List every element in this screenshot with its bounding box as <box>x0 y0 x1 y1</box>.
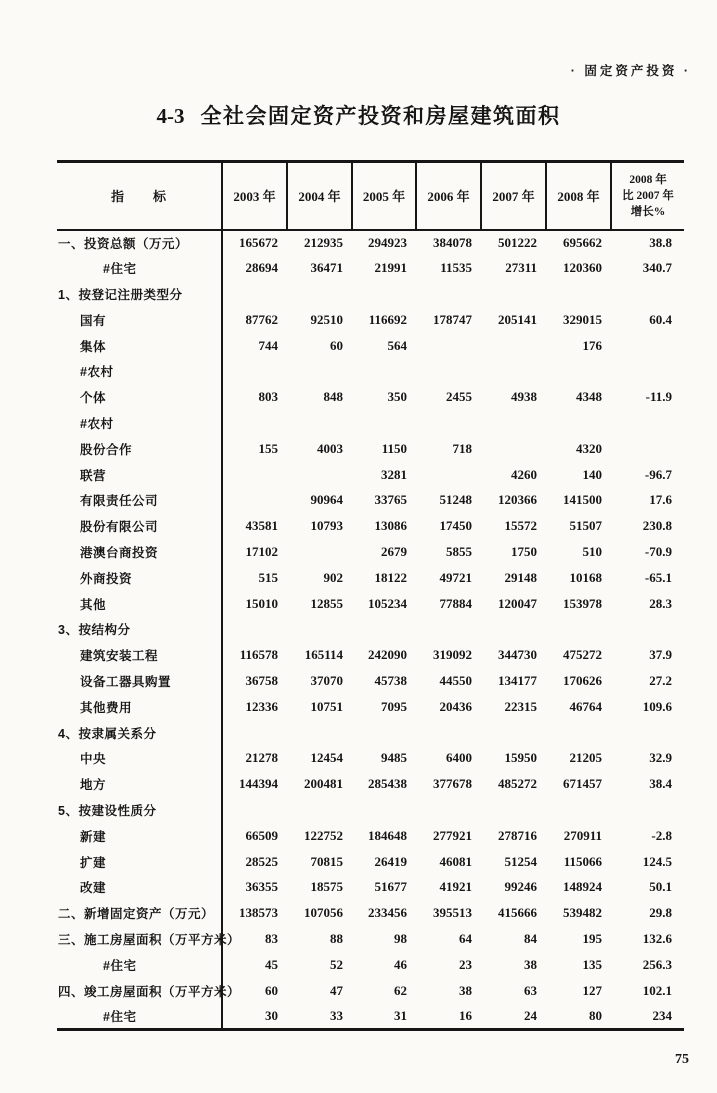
cell-year-value: 319092 <box>433 647 472 663</box>
cell-year-value: 384078 <box>433 234 472 250</box>
cell-year-value: 115066 <box>563 853 602 869</box>
cell-year-value: 138573 <box>239 905 278 921</box>
cell-year-value: 4003 <box>317 440 343 456</box>
row-label: 三、施工房屋面积（万平方米） <box>57 926 222 952</box>
table-row <box>57 745 684 771</box>
cell-year-value: 515 <box>258 569 278 585</box>
cell-year-value: 127 <box>582 982 602 998</box>
cell-growth-value <box>611 410 684 436</box>
cell-year-value: 24 <box>524 1007 537 1023</box>
row-label: #住宅 <box>57 952 222 978</box>
row-label: 股份有限公司 <box>57 513 222 539</box>
cell-year-value: 270911 <box>563 827 602 843</box>
cell-year-value: 695662 <box>563 234 602 250</box>
cell-year-value: 140 <box>582 466 602 482</box>
cell-year-value: 28525 <box>245 853 278 869</box>
cell-year-value <box>352 797 416 823</box>
cell-year-value <box>287 616 352 642</box>
cell-year-value: 29148 <box>504 569 537 585</box>
cell-year-value: 294923 <box>368 234 407 250</box>
cell-year-value: 344730 <box>498 647 537 663</box>
page-number: 75 <box>675 1052 689 1067</box>
cell-growth-value <box>611 720 684 746</box>
cell-year-value: 205141 <box>498 311 537 327</box>
cell-year-value: 285438 <box>368 776 407 792</box>
cell-year-value <box>352 281 416 307</box>
cell-growth-value: 38.4 <box>649 776 672 792</box>
cell-year-value: 37070 <box>310 672 343 688</box>
row-label: 个体 <box>57 384 222 410</box>
cell-year-value: 1150 <box>381 440 407 456</box>
growth-column-header <box>611 162 684 230</box>
table-row <box>57 462 684 488</box>
cell-growth-value <box>611 333 684 359</box>
cell-year-value: 178747 <box>433 311 472 327</box>
cell-year-value: 44550 <box>439 672 472 688</box>
table-row <box>57 591 684 617</box>
cell-year-value: 45738 <box>374 672 407 688</box>
cell-year-value <box>546 797 611 823</box>
row-label: 扩建 <box>57 849 222 875</box>
cell-growth-value: 32.9 <box>649 750 672 766</box>
table-row <box>57 668 684 694</box>
cell-year-value <box>222 462 287 488</box>
row-label: #农村 <box>57 358 222 384</box>
cell-growth-value: 28.3 <box>649 595 672 611</box>
cell-growth-value: 132.6 <box>642 930 672 946</box>
cell-year-value: 18575 <box>310 879 343 895</box>
table-row <box>57 694 684 720</box>
cell-year-value: 21205 <box>569 750 602 766</box>
year-column-header-2007: 2007 年 <box>481 162 546 230</box>
row-label: 地方 <box>57 771 222 797</box>
year-column-header-2003: 2003 年 <box>222 162 287 230</box>
cell-year-value: 87762 <box>245 311 278 327</box>
cell-year-value: 116578 <box>239 647 278 663</box>
cell-year-value: 92510 <box>310 311 343 327</box>
cell-growth-value: -70.9 <box>644 543 672 559</box>
cell-year-value: 6400 <box>446 750 472 766</box>
cell-growth-value <box>611 281 684 307</box>
cell-year-value: 10168 <box>569 569 602 585</box>
cell-year-value <box>481 436 546 462</box>
cell-year-value <box>287 358 352 384</box>
cell-year-value: 15950 <box>504 750 537 766</box>
cell-year-value: 28694 <box>245 260 278 276</box>
cell-year-value: 31 <box>394 1007 407 1023</box>
cell-growth-value: 102.1 <box>642 982 672 998</box>
cell-year-value: 60 <box>330 337 343 353</box>
cell-growth-value: -65.1 <box>644 569 672 585</box>
cell-year-value: 51248 <box>439 492 472 508</box>
cell-year-value: 377678 <box>433 776 472 792</box>
cell-year-value: 277921 <box>433 827 472 843</box>
cell-year-value: 64 <box>459 930 472 946</box>
row-label: 集体 <box>57 333 222 359</box>
cell-growth-value <box>611 797 684 823</box>
cell-year-value: 4320 <box>576 440 602 456</box>
cell-year-value <box>481 358 546 384</box>
row-label: 建筑安装工程 <box>57 642 222 668</box>
cell-year-value <box>416 333 481 359</box>
row-label: 有限责任公司 <box>57 487 222 513</box>
cell-year-value <box>352 720 416 746</box>
cell-year-value: 120360 <box>563 260 602 276</box>
cell-year-value: 170626 <box>563 672 602 688</box>
table-number: 4-3 <box>156 104 185 128</box>
row-label: 其他 <box>57 591 222 617</box>
cell-year-value <box>287 462 352 488</box>
cell-year-value <box>416 462 481 488</box>
cell-year-value: 12336 <box>245 698 278 714</box>
cell-year-value: 176 <box>582 337 602 353</box>
cell-year-value: 848 <box>323 389 343 405</box>
page-title <box>0 100 717 130</box>
table-row <box>57 874 684 900</box>
cell-year-value: 41921 <box>439 879 472 895</box>
table-row <box>57 333 684 359</box>
table-header-row <box>57 162 684 230</box>
title-text: 全社会固定资产投资和房屋建筑面积 <box>200 105 561 128</box>
cell-year-value: 84 <box>524 930 537 946</box>
cell-year-value <box>546 358 611 384</box>
cell-year-value: 4938 <box>511 389 537 405</box>
cell-year-value <box>481 720 546 746</box>
year-column-header-2005: 2005 年 <box>352 162 416 230</box>
cell-year-value: 350 <box>387 389 407 405</box>
table-row <box>57 565 684 591</box>
row-label: #住宅 <box>57 255 222 281</box>
cell-year-value: 10793 <box>310 518 343 534</box>
cell-year-value: 77884 <box>439 595 472 611</box>
cell-growth-value: 230.8 <box>642 518 672 534</box>
cell-year-value <box>481 333 546 359</box>
cell-growth-value: -2.8 <box>651 827 672 843</box>
cell-year-value: 26419 <box>374 853 407 869</box>
cell-year-value: 38 <box>459 982 472 998</box>
cell-year-value <box>481 616 546 642</box>
cell-year-value: 4348 <box>576 389 602 405</box>
row-label: 改建 <box>57 874 222 900</box>
cell-year-value: 718 <box>452 440 472 456</box>
year-column-header-2004: 2004 年 <box>287 162 352 230</box>
row-label: 二、新增固定资产（万元） <box>57 900 222 926</box>
cell-year-value: 20436 <box>439 698 472 714</box>
cell-year-value <box>352 616 416 642</box>
cell-year-value: 63 <box>524 982 537 998</box>
cell-year-value: 153978 <box>563 595 602 611</box>
cell-growth-value: 17.6 <box>649 492 672 508</box>
cell-year-value: 233456 <box>368 905 407 921</box>
cell-year-value: 51254 <box>504 853 537 869</box>
cell-year-value: 539482 <box>563 905 602 921</box>
cell-year-value: 7095 <box>381 698 407 714</box>
cell-year-value: 90964 <box>310 492 343 508</box>
cell-year-value: 16 <box>459 1007 472 1023</box>
cell-growth-value: -96.7 <box>644 466 672 482</box>
table-row <box>57 487 684 513</box>
cell-year-value: 165114 <box>304 647 343 663</box>
cell-year-value: 51677 <box>374 879 407 895</box>
cell-growth-value: 256.3 <box>642 956 672 972</box>
row-label: 四、竣工房屋面积（万平方米） <box>57 978 222 1004</box>
cell-year-value: 144394 <box>239 776 278 792</box>
year-column-header-2006: 2006 年 <box>416 162 481 230</box>
cell-growth-value: 60.4 <box>649 311 672 327</box>
cell-growth-value: 38.8 <box>649 234 672 250</box>
cell-year-value <box>222 410 287 436</box>
cell-year-value <box>222 281 287 307</box>
cell-year-value <box>416 616 481 642</box>
cell-year-value: 902 <box>323 569 343 585</box>
cell-year-value: 2455 <box>446 389 472 405</box>
row-label: 4、按隶属关系分 <box>57 720 222 746</box>
table-row <box>57 926 684 952</box>
table-row <box>57 358 684 384</box>
table-body <box>57 230 684 1030</box>
cell-year-value: 155 <box>258 440 278 456</box>
table-row <box>57 539 684 565</box>
table-row <box>57 642 684 668</box>
cell-growth-value: 50.1 <box>649 879 672 895</box>
table-row <box>57 281 684 307</box>
cell-year-value: 99246 <box>504 879 537 895</box>
cell-year-value: 80 <box>589 1007 602 1023</box>
chapter-header: · 固定资产投资 · <box>570 64 691 78</box>
cell-year-value: 43581 <box>245 518 278 534</box>
cell-growth-value: 29.8 <box>649 905 672 921</box>
cell-year-value: 17102 <box>245 543 278 559</box>
table-row <box>57 436 684 462</box>
cell-year-value: 122752 <box>304 827 343 843</box>
cell-growth-value: 109.6 <box>642 698 672 714</box>
table-row <box>57 900 684 926</box>
cell-growth-value: 27.2 <box>649 672 672 688</box>
table-row <box>57 384 684 410</box>
row-label: 5、按建设性质分 <box>57 797 222 823</box>
cell-year-value: 33765 <box>374 492 407 508</box>
cell-year-value: 10751 <box>310 698 343 714</box>
cell-year-value: 49721 <box>439 569 472 585</box>
cell-year-value: 46 <box>394 956 407 972</box>
cell-year-value: 329015 <box>563 311 602 327</box>
row-label: 新建 <box>57 823 222 849</box>
table-row <box>57 771 684 797</box>
cell-year-value: 46764 <box>569 698 602 714</box>
cell-year-value: 88 <box>330 930 343 946</box>
cell-year-value: 1750 <box>511 543 537 559</box>
cell-growth-value <box>611 358 684 384</box>
cell-year-value: 17450 <box>439 518 472 534</box>
cell-year-value <box>481 281 546 307</box>
cell-year-value: 36471 <box>310 260 343 276</box>
growth-header-line-3: 增长% <box>630 205 666 218</box>
cell-year-value: 46081 <box>439 853 472 869</box>
row-label: 设备工器具购置 <box>57 668 222 694</box>
cell-year-value <box>287 410 352 436</box>
growth-header-line-2: 比 2007 年 <box>622 189 674 202</box>
cell-year-value: 5855 <box>446 543 472 559</box>
cell-year-value: 51507 <box>569 518 602 534</box>
cell-year-value <box>546 281 611 307</box>
cell-year-value <box>222 358 287 384</box>
cell-year-value <box>287 539 352 565</box>
cell-year-value: 23 <box>459 956 472 972</box>
cell-year-value: 66509 <box>245 827 278 843</box>
growth-header-line-1: 2008 年 <box>629 173 667 186</box>
cell-year-value: 395513 <box>433 905 472 921</box>
row-label: 外商投资 <box>57 565 222 591</box>
cell-year-value: 38 <box>524 956 537 972</box>
cell-year-value <box>287 797 352 823</box>
cell-year-value: 242090 <box>368 647 407 663</box>
cell-growth-value: 124.5 <box>642 853 672 869</box>
cell-year-value: 134177 <box>498 672 537 688</box>
cell-year-value: 27311 <box>505 260 537 276</box>
cell-year-value: 212935 <box>304 234 343 250</box>
row-label: #农村 <box>57 410 222 436</box>
cell-year-value: 15010 <box>245 595 278 611</box>
table-row <box>57 1003 684 1029</box>
table-row <box>57 720 684 746</box>
cell-growth-value: 340.7 <box>642 260 672 276</box>
table-row <box>57 230 684 256</box>
cell-year-value: 671457 <box>563 776 602 792</box>
cell-year-value: 36355 <box>245 879 278 895</box>
year-column-header-2008: 2008 年 <box>546 162 611 230</box>
cell-year-value <box>546 410 611 436</box>
statistics-table <box>57 160 684 1031</box>
cell-year-value: 195 <box>582 930 602 946</box>
table-row <box>57 823 684 849</box>
cell-year-value: 415666 <box>498 905 537 921</box>
cell-year-value <box>546 616 611 642</box>
cell-year-value: 2679 <box>381 543 407 559</box>
cell-year-value: 22315 <box>504 698 537 714</box>
cell-year-value: 33 <box>330 1007 343 1023</box>
cell-growth-value <box>611 436 684 462</box>
cell-growth-value: -11.9 <box>645 389 672 405</box>
row-label: 其他费用 <box>57 694 222 720</box>
cell-year-value: 135 <box>582 956 602 972</box>
table-row <box>57 616 684 642</box>
row-label: 港澳台商投资 <box>57 539 222 565</box>
cell-year-value <box>352 358 416 384</box>
cell-year-value <box>481 410 546 436</box>
cell-year-value <box>481 797 546 823</box>
cell-year-value: 12454 <box>310 750 343 766</box>
cell-year-value: 4260 <box>511 466 537 482</box>
cell-year-value: 120047 <box>498 595 537 611</box>
row-label: 1、按登记注册类型分 <box>57 281 222 307</box>
row-label: 一、投资总额（万元） <box>57 230 222 256</box>
cell-year-value: 21278 <box>245 750 278 766</box>
cell-year-value: 803 <box>258 389 278 405</box>
cell-year-value: 60 <box>265 982 278 998</box>
cell-year-value: 148924 <box>563 879 602 895</box>
row-label: 3、按结构分 <box>57 616 222 642</box>
cell-year-value: 165672 <box>239 234 278 250</box>
cell-year-value: 30 <box>265 1007 278 1023</box>
cell-year-value: 105234 <box>368 595 407 611</box>
cell-year-value <box>416 720 481 746</box>
table-row <box>57 307 684 333</box>
cell-year-value: 501222 <box>498 234 537 250</box>
cell-year-value: 485272 <box>498 776 537 792</box>
row-label: #住宅 <box>57 1003 222 1029</box>
cell-year-value <box>352 410 416 436</box>
cell-year-value: 21991 <box>374 260 407 276</box>
table-row <box>57 849 684 875</box>
cell-year-value: 18122 <box>374 569 407 585</box>
cell-year-value: 12855 <box>310 595 343 611</box>
cell-year-value <box>416 358 481 384</box>
cell-year-value: 83 <box>265 930 278 946</box>
cell-year-value <box>222 487 287 513</box>
cell-year-value: 13086 <box>374 518 407 534</box>
cell-year-value: 278716 <box>498 827 537 843</box>
cell-year-value <box>222 720 287 746</box>
row-label: 联营 <box>57 462 222 488</box>
table-row <box>57 513 684 539</box>
cell-growth-value: 234 <box>652 1007 672 1023</box>
cell-year-value: 475272 <box>563 647 602 663</box>
cell-year-value <box>222 616 287 642</box>
cell-year-value: 107056 <box>304 905 343 921</box>
cell-year-value <box>416 410 481 436</box>
cell-year-value: 45 <box>265 956 278 972</box>
cell-year-value: 11535 <box>440 260 472 276</box>
cell-year-value <box>416 281 481 307</box>
cell-year-value: 510 <box>582 543 602 559</box>
cell-year-value: 98 <box>394 930 407 946</box>
cell-year-value: 15572 <box>504 518 537 534</box>
cell-year-value: 116692 <box>368 311 407 327</box>
cell-year-value <box>416 797 481 823</box>
cell-year-value: 36758 <box>245 672 278 688</box>
indicator-column-header: 指 标 <box>57 162 222 230</box>
cell-year-value <box>287 281 352 307</box>
cell-year-value: 52 <box>330 956 343 972</box>
cell-year-value: 120366 <box>498 492 537 508</box>
cell-year-value <box>222 797 287 823</box>
cell-year-value: 70815 <box>310 853 343 869</box>
cell-growth-value <box>611 616 684 642</box>
cell-year-value: 184648 <box>368 827 407 843</box>
cell-year-value: 744 <box>258 337 278 353</box>
table-row <box>57 410 684 436</box>
cell-year-value: 200481 <box>304 776 343 792</box>
cell-year-value: 141500 <box>563 492 602 508</box>
cell-year-value <box>287 720 352 746</box>
cell-growth-value: 37.9 <box>649 647 672 663</box>
cell-year-value: 564 <box>387 337 407 353</box>
cell-year-value <box>546 720 611 746</box>
cell-year-value: 47 <box>330 982 343 998</box>
cell-year-value: 9485 <box>381 750 407 766</box>
table-row <box>57 797 684 823</box>
row-label: 国有 <box>57 307 222 333</box>
table-row <box>57 978 684 1004</box>
table-row <box>57 255 684 281</box>
row-label: 股份合作 <box>57 436 222 462</box>
table-row <box>57 952 684 978</box>
row-label: 中央 <box>57 745 222 771</box>
cell-year-value: 62 <box>394 982 407 998</box>
cell-year-value: 3281 <box>381 466 407 482</box>
